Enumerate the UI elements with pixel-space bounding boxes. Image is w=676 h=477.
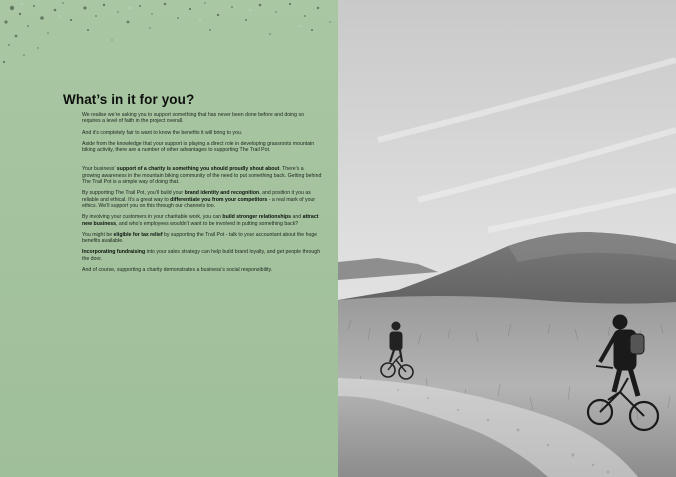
page-heading: What’s in it for you?	[63, 92, 195, 107]
paragraph-tax-relief: You might be eligible for tax relief by supporting the Trail Pot - talk to your accountant about the huge benefits available.	[82, 231, 318, 245]
photo-page	[338, 0, 676, 477]
paragraph-social-responsibility: And of course, supporting a charity demonstrates a business’s social responsibility.	[82, 267, 273, 274]
paragraph-relationships: By involving your customers in your charitable work, you can build stronger relationships and attract new business, and who’s employees wouldn’t want to be involved in putting something back?	[82, 214, 319, 227]
paragraph-shout-about: Your business’ support of a charity is something you should proudly shout about. There’s a growing awareness in the mountain biking community of the need to put something back. Getting behind The Trail Pot is a simple way of doing that.	[82, 166, 322, 186]
paragraph-intro: We realise we’re asking you to support something that has never been done before and doing so requires a level of faith in the project overall.	[82, 112, 304, 125]
body-copy	[82, 112, 322, 278]
paragraph-advantages: Aside from the knowledge that your support is playing a direct role in developing grassroots mountain biking activity, there are a number of other advantages to supporting The Trail Pot.	[82, 140, 315, 154]
grunge-splatter	[0, 0, 338, 80]
paragraph-brand-identity: By supporting The Trail Pot, you’ll build your brand identity and recognition, and position it you as reliable and ethical. It’s a great way to differentiate you from your competitors - a real mark of your ethics. We’ll support you on this through our channels too.	[82, 190, 316, 209]
paragraph-benefits: And it’s completely fair to want to know the benefits it will bring to you.	[82, 129, 243, 136]
paragraph-fundraising: Incorporating fundraising into your sales strategy can help build brand loyalty, and get people through the door.	[82, 249, 321, 262]
mountain-bikers-photo	[338, 0, 676, 477]
